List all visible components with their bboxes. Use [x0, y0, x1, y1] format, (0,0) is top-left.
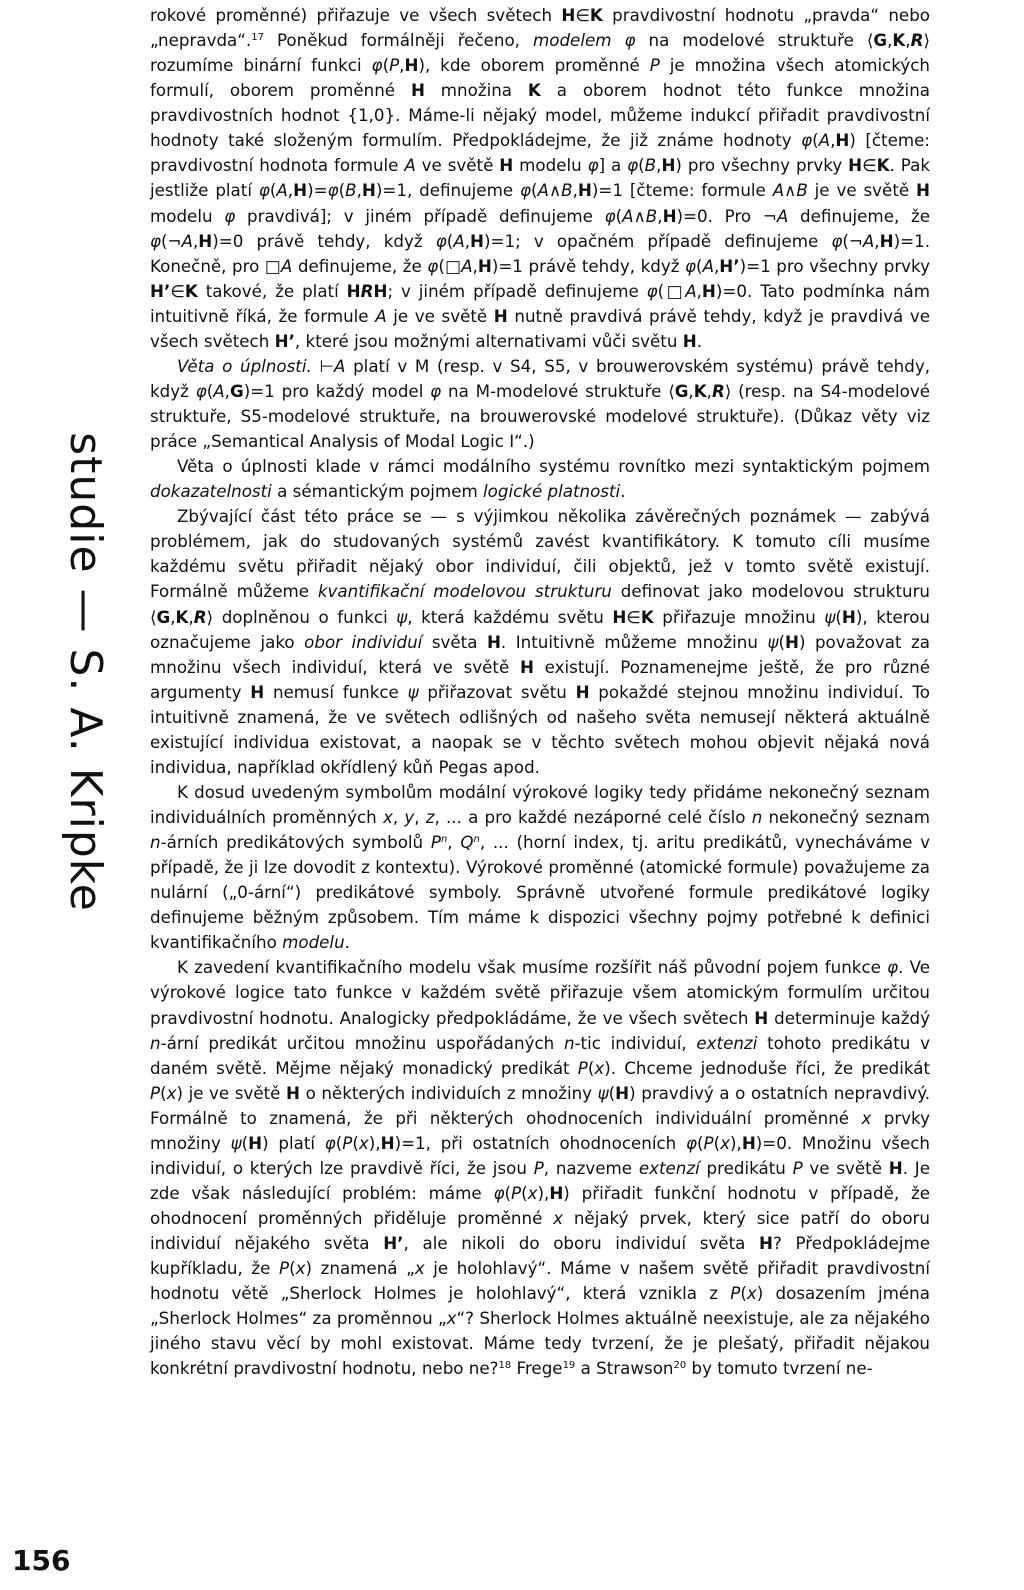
- paragraph: Zbývající část této práce se — s výjimkou několika závěrečných poznámek — zabývá problémem, jak do studovaných systémů zavést kvantifikátory. K tomuto cíli musíme každému světu přiřadit nějaký obor individuí, čili objektů, jež v tomto světě existují. Formálně můžeme kvantifikační modelovou strukturu definovat jako modelovou strukturu ⟨G,K,R⟩ doplněnou o funkci ψ, která každému světu H∈K přiřazuje množinu ψ(H), kterou označujeme jako obor individuí světa H. Intuitivně můžeme množinu ψ(H) považovat za množinu všech individuí, která ve světě H existují. Poznamenejme ještě, že pro různé argumenty H nemusí funkce ψ přiřazovat světu H pokaždé stejnou množinu individuí. To intuitivně znamená, že ve světech odlišných od našeho světa nemusejí některá aktuálně existující individua existovat, a naopak se v těchto světech mohou objevit nějaká nová individua, například okřídlený kůň Pegas apod.: [150, 506, 931, 777]
- running-title-text: studie — S. A. Kripke: [60, 432, 112, 912]
- paragraph: Věta o úplnosti. ⊢A platí v M (resp. v S4, S5, v brouwerovském systému) právě tehdy, když φ(A,G)=1 pro každý model φ na M-modelové struktuře ⟨G,K,R⟩ (resp. na S4-modelové struktuře, S5-modelové struktuře, na brouwerovské modelové struktuře). (Důkaz věty viz práce „Semantical Analysis of Modal Logic I“.): [150, 355, 930, 452]
- body-text: [150, 3, 930, 1381]
- paragraph: Věta o úplnosti klade v rámci modálního systému rovnítko mezi syntaktickým pojmem dokazatelnosti a sémantickým pojmem logické platnosti.: [150, 456, 930, 502]
- paragraph: rokové proměnné) přiřazuje ve všech světech H∈K pravdivostní hodnotu „pravda“ nebo „nepravda“.$^{17}$ Poněkud formálněji řečeno, modelem φ na modelové struktuře ⟨G,K,R⟩ rozumíme binární funkci φ(P,H), kde oborem proměnné P je množina všech atomických formulí, oborem proměnné H množina K a oborem hodnot této funkce množina pravdivostních hodnot {1,0}. Máme-li nějaký model, můžeme indukcí přiřadit pravdivostní hodnoty také složeným formulím. Předpokládejme, že již známe hodnoty φ(A,H) [čteme: pravdivostní hodnota formule A ve světě H modelu φ] a φ(B,H) pro všechny prvky H∈K. Pak jestliže platí φ(A,H)=φ(B,H)=1, definujeme φ(A∧B,H)=1 [čteme: formule A∧B je ve světě H modelu φ pravdivá]; v jiném případě definujeme φ(A∧B,H)=0. Pro ¬A definujeme, že φ(¬A,H)=0 právě tehdy, když φ(A,H)=1; v opačném případě definujeme φ(¬A,H)=1. Konečně, pro □A definujeme, že φ(□A,H)=1 právě tehdy, když φ(A,H’)=1 pro všechny prvky H’∈K takové, že platí HRH; v jiném případě definujeme φ(□A,H)=0. Tato podmínka nám intuitivně říká, že formule A je ve světě H nutně pravdivá právě tehdy, když je pravdivá ve všech světech H’, které jsou možnými alternativami vůči světu H.: [150, 5, 931, 351]
- paragraph: K dosud uvedeným symbolům modální výrokové logiky tedy přidáme nekonečný seznam individuálních proměnných x, y, z, ... a pro každé nezáporné celé číslo n nekonečný seznam n-árních predikátových symbolů $P^n$, $Q^n$, ... (horní index, tj. aritu predikátů, vynecháváme v případě, že ji lze dovodit z kontextu). Výrokové proměnné (atomické formule) považujeme za nulární („0-ární“) predikátové symboly. Správně utvořené formule predikátové logiky definujeme běžným způsobem. Tím máme k dispozici všechny pojmy potřebné k definici kvantifikačního modelu.: [150, 781, 931, 953]
- page-number: 156: [12, 1544, 71, 1577]
- running-title: [6, 432, 166, 912]
- paragraph: K zavedení kvantifikačního modelu však musíme rozšířit náš původní pojem funkce φ. Ve výrokové logice tato funkce v každém světě přiřazuje všem atomickým formulím určitou pravdivostní hodnotu. Analogicky předpokládáme, že ve všech světech H determinuje každý n-ární predikát určitou množinu uspořádaných n-tic individuí, extenzi tohoto predikátu v daném světě. Mějme nějaký monadický predikát P(x). Chceme jednoduše říci, že predikát P(x) je ve světě H o některých individuích z množiny ψ(H) pravdivý a o ostatních nepravdivý. Formálně to znamená, že při některých ohodnoceních individuální proměnné x prvky množiny ψ(H) platí φ(P(x),H)=1, při ostatních ohodnoceních φ(P(x),H)=0. Množinu všech individuí, o kterých lze pravdivě říci, že jsou P, nazveme extenzí predikátu P ve světě H. Je zde však následující problém: máme φ(P(x),H) přiřadit funkční hodnotu v případě, že ohodnocení proměnných přiděluje proměnné x nějaký prvek, který sice patří do oboru individuí nějakého světa H’, ale nikoli do oboru individuí světa H? Předpokládejme kupříkladu, že P(x) znamená „x je holohlavý“. Máme v našem světě přiřadit pravdivostní hodnotu větě „Sherlock Holmes je holohlavý“, která vznikla z P(x) dosazením jména „Sherlock Holmes“ za proměnnou „x“? Sherlock Holmes aktuálně neexistuje, ale za nějakého jiného stavu věcí by mohl existovat. Máme tedy tvrzení, že je plešatý, přiřadit nějakou konkrétní pravdivostní hodnotu, nebo ne?$^{18}$ Frege$^{19}$ a Strawson$^{20}$ by tomuto tvrzení ne-: [150, 957, 931, 1379]
